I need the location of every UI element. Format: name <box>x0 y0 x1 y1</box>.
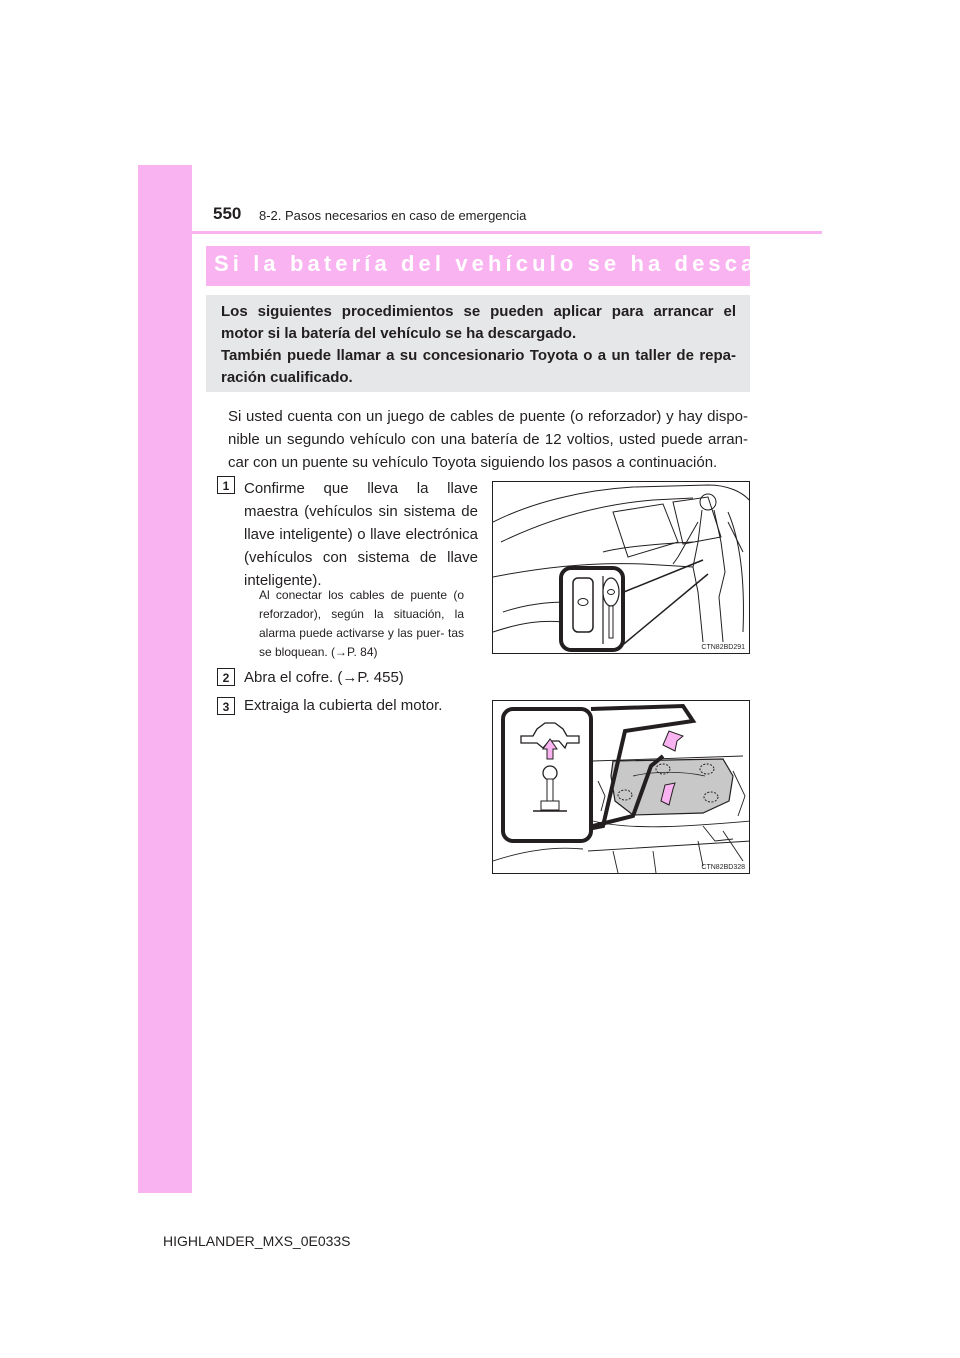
step-3-text: Extraiga la cubierta del motor. <box>244 697 443 714</box>
intro-line: También puede llamar a su concesionario Toyota o a un taller de repa- <box>221 347 736 364</box>
step-1-text: Confirme que lleva la llave maestra (vehículos sin sistema de llave inteligente) o llave electrónica (vehículos con sistema de llave inteligente). <box>244 480 478 589</box>
figure-engine-cover <box>492 700 750 874</box>
section-title: Si la batería del vehículo se ha descargado <box>214 251 840 276</box>
body-paragraph: Si usted cuenta con un juego de cables de puente (o reforzador) y hay dispo- nible un segundo vehículo con una batería de 12 voltios, usted puede arran- car con un puente su vehículo Toyota siguiendo los pasos a continuación. <box>228 408 748 471</box>
section-title-bar <box>206 246 840 286</box>
car-key-illustration <box>493 482 750 654</box>
header-rule <box>192 231 822 234</box>
figure-code: CTN82BD291 <box>701 644 745 651</box>
intro-line: Los siguientes procedimientos se pueden aplicar para arrancar el <box>221 303 736 320</box>
step-number-1: 1 <box>217 476 235 494</box>
section-header: 8-2. Pasos necesarios en caso de emergencia <box>259 208 527 223</box>
intro-line: motor si la batería del vehículo se ha descargado. <box>221 325 577 342</box>
footer-code: HIGHLANDER_MXS_0E033S <box>163 1233 351 1249</box>
engine-cover-illustration <box>493 701 750 874</box>
side-tab <box>138 165 192 1193</box>
figure-code: CTN82BD328 <box>701 864 745 871</box>
intro-box <box>206 295 750 392</box>
page-number: 550 <box>213 204 242 223</box>
step-number-3: 3 <box>217 697 235 715</box>
intro-line: ración cualificado. <box>221 369 353 386</box>
step-number-2: 2 <box>217 668 235 686</box>
step-2-text: Abra el cofre. (→P. 455) <box>244 669 404 686</box>
figure-keys <box>492 481 750 654</box>
intro-text <box>221 301 736 389</box>
step-1-note: Al conectar los cables de puente (o reforzador), según la situación, la alarma puede activarse y las puer- tas se bloquean. (→P. 84) <box>259 588 464 659</box>
